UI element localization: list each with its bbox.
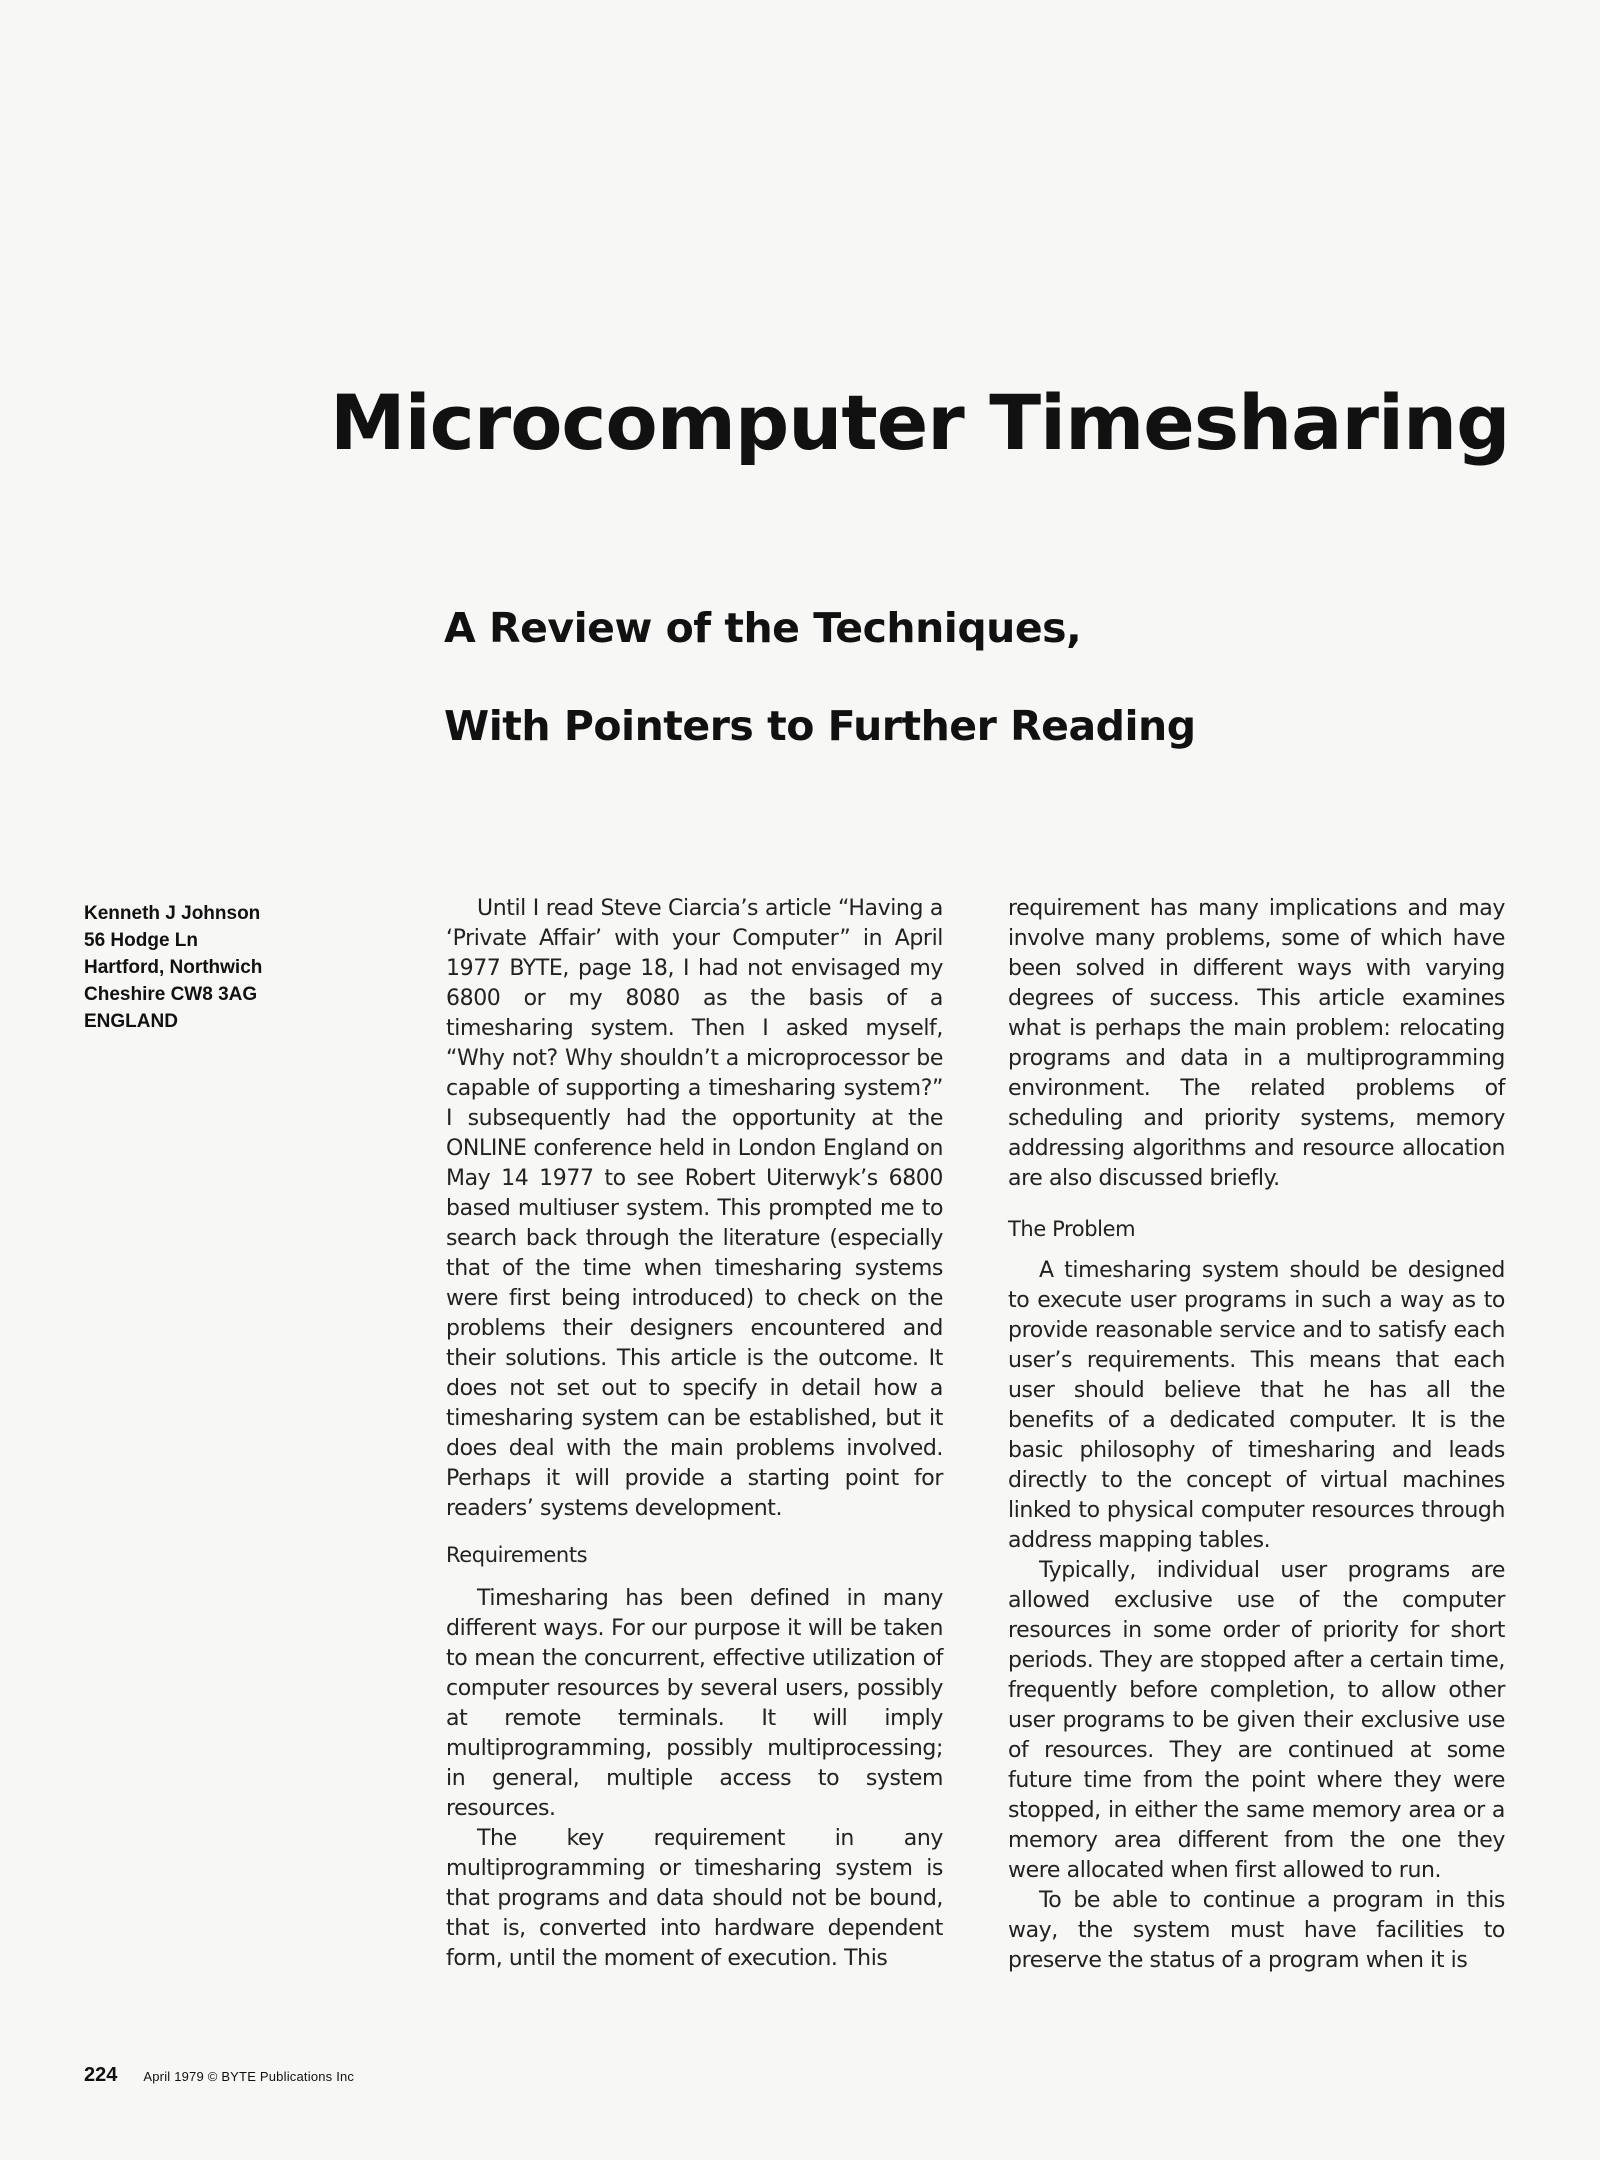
article-title: Microcomputer Timesharing <box>330 378 1510 467</box>
paragraph-intro: Until I read Steve Ciarcia’s article “Having a ‘Private Affair’ with your Computer” in April 1977 BYTE, page 18, I had not envisaged my 6800 or my 8080 as the basis of a timesharing system. Then I asked myself, “Why not? Why shouldn’t a microprocessor be capable of supporting a timesharing system?” I subsequently had the opportunity at the ONLINE conference held in London England on May 14 1977 to see Robert Uiterwyk’s 6800 based multiuser system. This prompted me to search back through the literature (especially that of the time when timesharing systems were first being introduced) to check on the problems their designers encountered and their solutions. This article is the outcome. It does not set out to specify in detail how a timesharing system can be established, but it does deal with the main problems involved. Perhaps it will provide a starting point for readers’ systems development. <box>446 896 943 1521</box>
publication-credit: April 1979 © BYTE Publications Inc <box>143 2069 355 2084</box>
text-column-1 <box>446 894 943 1974</box>
section-heading-requirements: Requirements <box>446 1543 588 1567</box>
paragraph-problem-2: Typically, individual user programs are allowed exclusive use of the computer resources in some order of priority for short periods. They are stopped after a certain time, frequently before completion, to allow other user programs to be given their exclusive use of resources. They are continued at some future time from the point where they were stopped, in either the same memory area or a memory area different from the one they were allocated when first allowed to run. <box>1008 1558 1505 1883</box>
article-subtitle-line-1: A Review of the Techniques, <box>444 604 1082 652</box>
author-town: Hartford, Northwich <box>84 957 263 978</box>
author-name: Kenneth J Johnson <box>84 903 261 924</box>
author-street: 56 Hodge Ln <box>84 930 199 951</box>
text-column-2 <box>1008 894 1505 1976</box>
author-county: Cheshire CW8 3AG <box>84 984 258 1005</box>
paragraph-problem-3: To be able to continue a program in this way, the system must have facilities to preserve the status of a program when it is <box>1008 1888 1505 1973</box>
author-byline <box>84 900 344 1035</box>
page-number: 224 <box>84 2064 118 2086</box>
section-heading-the-problem: The Problem <box>1008 1217 1136 1241</box>
paragraph-requirements-1: Timesharing has been defined in many different ways. For our purpose it will be taken to mean the concurrent, effective utilization of computer resources by several users, possibly at remote terminals. It will imply multiprogramming, possibly multiprocessing; in general, multiple access to system resources. <box>446 1586 943 1821</box>
page-footer <box>84 2064 354 2087</box>
paragraph-requirements-continued: requirement has many implications and may involve many problems, some of which have been solved in different ways with varying degrees of success. This article examines what is perhaps the main problem: relocating programs and data in a multiprogramming environment. The related problems of scheduling and priority systems, memory addressing algorithms and resource allocation are also discussed briefly. <box>1008 896 1505 1191</box>
article-subtitle-line-2: With Pointers to Further Reading <box>444 702 1196 750</box>
author-country: ENGLAND <box>84 1011 178 1032</box>
paragraph-problem-1: A timesharing system should be designed to execute user programs in such a way as to provide reasonable service and to satisfy each user’s requirements. This means that each user should believe that he has all the benefits of a dedicated computer. It is the basic philosophy of timesharing and leads directly to the concept of virtual machines linked to physical computer resources through address mapping tables. <box>1008 1258 1505 1553</box>
paragraph-requirements-2: The key requirement in any multiprogramming or timesharing system is that programs and data should not be bound, that is, converted into hardware dependent form, until the moment of execution. This <box>446 1826 943 1971</box>
